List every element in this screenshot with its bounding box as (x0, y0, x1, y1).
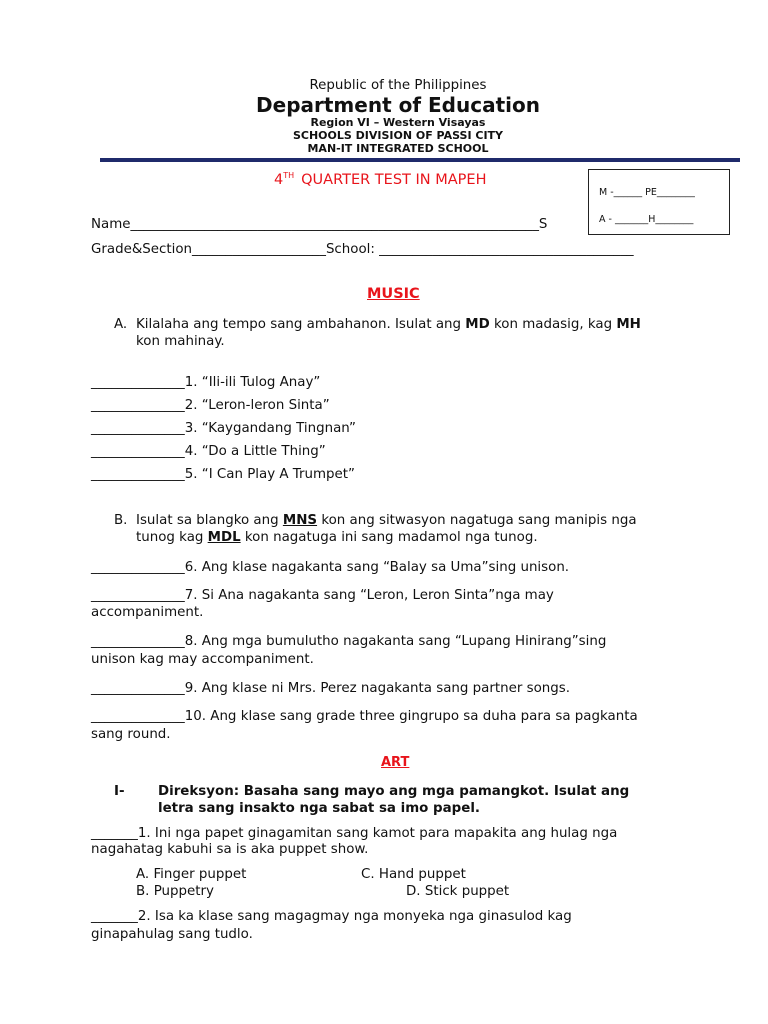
division-label: SCHOOLS DIVISION OF PASSI CITY (292, 129, 504, 142)
part-b-instruction-line1 (136, 513, 637, 528)
grade-section-label: Grade&Section (91, 242, 193, 257)
part-a-instruction-line2: kon mahinay. (136, 334, 225, 349)
choice-a-text: Finger puppet (153, 867, 247, 882)
grade-school-line (91, 242, 634, 257)
part-a-instruction-line1 (136, 317, 641, 332)
choice-a-letter: A. (136, 867, 150, 882)
test-title-text: QUARTER TEST IN MAPEH (301, 171, 487, 188)
choice-d[interactable] (406, 884, 509, 899)
part-a-text: Kilalaha ang tempo sang ambahanon. Isulat ang (136, 317, 466, 332)
choice-c-text: Hand puppet (378, 867, 466, 882)
test-title-number: 4 (274, 171, 284, 188)
test-title-superscript: TH (283, 171, 295, 180)
art-direction-line2: letra sang insakto nga sabat sa imo papel. (158, 801, 481, 816)
choice-d-letter: D. (406, 884, 421, 899)
school-name-label: MAN-IT INTEGRATED SCHOOL (307, 142, 489, 155)
music-item-10[interactable]: ______________10. Ang klase sang grade three gingrupo sa duha para sa pagkanta (91, 709, 638, 724)
music-item-5[interactable]: ______________5. “I Can Play A Trumpet” (91, 467, 355, 482)
choice-a[interactable] (136, 867, 246, 882)
music-item-8-cont: unison kag may accompaniment. (91, 652, 314, 667)
music-heading: MUSIC (367, 286, 420, 302)
md-code: MD (465, 317, 490, 332)
mdl-code: MDL (207, 530, 241, 545)
choice-b[interactable] (136, 884, 214, 899)
grade-section-blank[interactable]: ____________________ (192, 242, 326, 257)
music-item-10-cont: sang round. (91, 727, 171, 742)
part-b-text2-post: kon nagatuga ini sang madamol nga tunog. (240, 530, 538, 545)
mh-code: MH (616, 317, 641, 332)
art-heading: ART (381, 755, 410, 770)
music-item-7[interactable]: ______________7. Si Ana nagakanta sang “Leron, Leron Sinta”nga may (91, 588, 554, 603)
school-blank[interactable]: ______________________________________ (379, 242, 634, 257)
part-a-letter: A. (114, 317, 128, 332)
music-item-8[interactable]: ______________8. Ang mga bumulutho nagakanta sang “Lupang Hinirang”sing (91, 634, 607, 649)
test-title (274, 171, 486, 188)
choice-c-letter: C. (361, 867, 375, 882)
name-field-line[interactable]: Name_____________________________________________________________S (91, 217, 548, 232)
choice-d-text: Stick puppet (424, 884, 510, 899)
music-item-6[interactable]: ______________6. Ang klase nagakanta sang “Balay sa Uma”sing unison. (91, 560, 570, 575)
score-line-art-health: A - _______H________ (599, 214, 694, 225)
art-question-2-cont: ginapahulag sang tudlo. (91, 927, 253, 942)
choice-b-text: Puppetry (153, 884, 214, 899)
republic-heading: Republic of the Philippines (309, 78, 487, 93)
music-item-7-cont: accompaniment. (91, 605, 204, 620)
part-a-text-mid: kon madasig, kag (489, 317, 617, 332)
part-b-letter: B. (114, 513, 128, 528)
part-b-text2: tunog kag (136, 530, 208, 545)
department-title: Department of Education (256, 93, 540, 117)
school-label: School: (325, 242, 380, 257)
mns-code: MNS (282, 513, 318, 528)
part-b-text-post: kon ang sitwasyon nagatuga sang manipis nga (317, 513, 637, 528)
score-box (588, 169, 730, 235)
choice-b-letter: B. (136, 884, 150, 899)
art-direction-line1: Direksyon: Basaha sang mayo ang mga pamangkot. Isulat ang (158, 784, 630, 799)
art-question-1-cont: nagahatag kabuhi sa is aka puppet show. (91, 842, 369, 857)
music-item-1[interactable]: ______________1. “Ili-ili Tulog Anay” (91, 375, 321, 390)
choice-c[interactable] (361, 867, 466, 882)
score-line-music-pe: M -______ PE________ (599, 187, 695, 198)
music-item-9[interactable]: ______________9. Ang klase ni Mrs. Perez nagakanta sang partner songs. (91, 681, 570, 696)
part-b-instruction-line2 (136, 530, 538, 545)
region-label: Region VI – Western Visayas (310, 116, 486, 129)
music-item-3[interactable]: ______________3. “Kaygandang Tingnan” (91, 421, 356, 436)
art-question-2[interactable]: _______2. Isa ka klase sang magagmay nga monyeka nga ginasulod kag (91, 909, 572, 924)
art-section-number: I- (114, 784, 125, 799)
header-divider (100, 158, 740, 162)
art-question-1[interactable]: _______1. Ini nga papet ginagamitan sang kamot para mapakita ang hulag nga (91, 826, 618, 841)
part-b-text: Isulat sa blangko ang (136, 513, 283, 528)
music-item-4[interactable]: ______________4. “Do a Little Thing” (91, 444, 326, 459)
music-item-2[interactable]: ______________2. “Leron-leron Sinta” (91, 398, 330, 413)
